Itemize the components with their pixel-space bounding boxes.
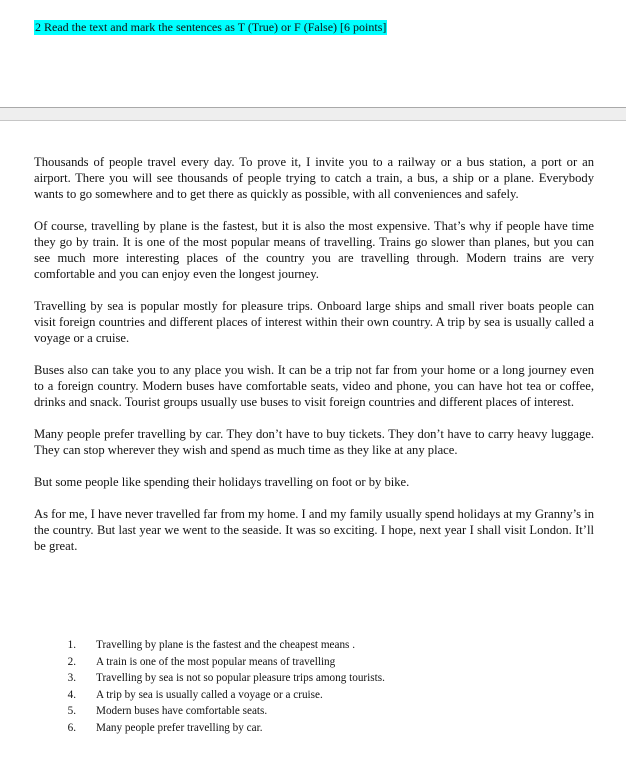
paragraph: Thousands of people travel every day. To prove it, I invite you to a railway or a bus station, a port or an airport. There you will see thousands of people trying to catch a train, a bus, a ship or a plane. Everybody wants to go somewhere and to get there as quickly as possible, with all conveniences and safely.: [34, 155, 594, 201]
paragraph: But some people like spending their holidays travelling on foot or by bike.: [34, 475, 410, 489]
reading-text: [34, 154, 594, 570]
statement-text: Travelling by plane is the fastest and the cheapest means .: [96, 639, 356, 651]
statement-text: Many people prefer travelling by car.: [96, 721, 263, 734]
statement-item: [34, 720, 594, 737]
statement-item: [34, 687, 594, 704]
statement-item: [34, 703, 594, 720]
paragraph: As for me, I have never travelled far from my home. I and my family usually spend holidays at my Granny’s in the country. But last year we went to the seaside. It was so exciting. I hope, next year I shall visit London. It’ll be great.: [34, 507, 594, 553]
statement-item: [34, 670, 594, 687]
statement-text: A trip by sea is usually called a voyage or a cruise.: [96, 688, 323, 701]
task-heading: 2 Read the text and mark the sentences as T (True) or F (False) [6 points]: [35, 20, 387, 34]
statement-item: [34, 637, 594, 654]
page-break: [0, 107, 626, 121]
statement-number: 2.: [67, 655, 76, 668]
paragraph: Many people prefer travelling by car. They don’t have to buy tickets. They don’t have to carry heavy luggage. They can stop wherever they wish and spend as much time as they like at any place.: [34, 427, 594, 457]
statement-number: 5.: [67, 705, 76, 718]
statement-text: Travelling by sea is not so popular pleasure trips among tourists.: [96, 672, 385, 685]
paragraph: Travelling by sea is popular mostly for pleasure trips. Onboard large ships and small river boats people can visit foreign countries and different places of interest within their own country. A trip by sea is usually called a voyage or a cruise.: [34, 299, 594, 345]
statement-text: A train is one of the most popular means of travelling: [96, 655, 336, 668]
statement-number: 6.: [67, 721, 76, 734]
statements-list: [34, 637, 594, 737]
page-top: [0, 0, 626, 108]
paragraph: Buses also can take you to any place you wish. It can be a trip not far from your home or a long journey even to a foreign country. Modern buses have comfortable seats, video and phone, you can have hot tea or coffee, drinks and snack. Tourist groups usually use buses to visit foreign countries and different places of interest.: [34, 363, 594, 409]
statement-item: [34, 654, 594, 671]
statement-number: 4.: [67, 688, 76, 701]
paragraph: Of course, travelling by plane is the fastest, but it is also the most expensive. That’s why if people have time they go by train. It is one of the most popular means of travelling. Trains go slower than planes, but you can see much more interesting places of the country you are travelling through. Modern trains are very comfortable and you can enjoy even the longest journey.: [34, 219, 594, 281]
statement-number: 3.: [67, 672, 76, 685]
statement-number: 1.: [67, 639, 76, 651]
statement-text: Modern buses have comfortable seats.: [96, 705, 268, 718]
